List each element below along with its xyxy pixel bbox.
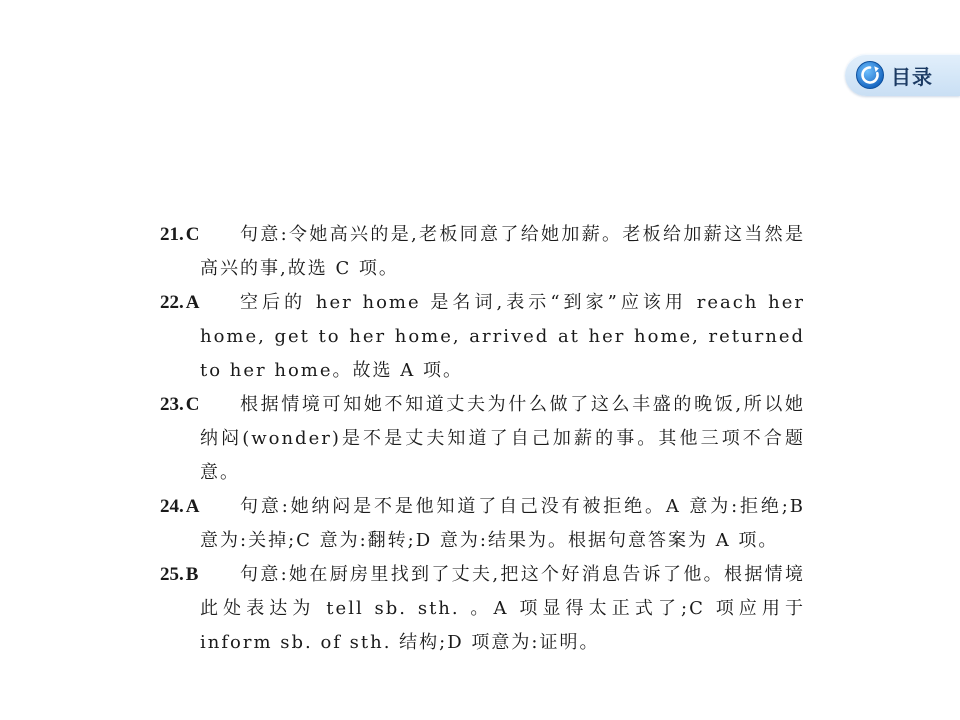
answer-explanation: 根据情境可知她不知道丈夫为什么做了这么丰盛的晚饭,所以她纳闷(wonder)是不是丈夫知道了自己加薪的事。其他三项不合题意。: [200, 394, 805, 483]
question-number: 23.: [160, 394, 184, 415]
answer-explanation: 空后的 her home 是名词,表示“到家”应该用 reach her home, get to her home, arrived at her home, returned to her home。故选 A 项。: [200, 292, 805, 381]
question-number: 21.: [160, 224, 184, 245]
answer-item: [160, 388, 805, 490]
answer-head: [160, 218, 199, 252]
question-number: 25.: [160, 564, 184, 585]
answer-letter: A: [185, 292, 200, 313]
answer-list: [160, 218, 805, 660]
answer-head: [160, 286, 199, 320]
answer-head: [160, 558, 198, 592]
answer-explanation: 句意:她在厨房里找到了丈夫,把这个好消息告诉了他。根据情境此处表达为 tell sb. sth. 。A 项显得太正式了;C 项应用于 inform sb. of sth. 结构;D 项意为:证明。: [200, 564, 805, 653]
toc-button[interactable]: [845, 54, 960, 96]
refresh-icon: [855, 60, 885, 90]
answer-explanation: 句意:令她高兴的是,老板同意了给她加薪。老板给加薪这当然是高兴的事,故选 C 项。: [200, 224, 805, 279]
answer-head: [160, 388, 199, 422]
question-number: 24.: [160, 496, 184, 517]
answer-letter: C: [185, 224, 200, 245]
answer-head: [160, 490, 199, 524]
answer-explanation: 句意:她纳闷是不是他知道了自己没有被拒绝。A 意为:拒绝;B 意为:关掉;C 意为:翻转;D 意为:结果为。根据句意答案为 A 项。: [200, 496, 805, 551]
answer-item: [160, 218, 805, 286]
answer-letter: C: [185, 394, 200, 415]
question-number: 22.: [160, 292, 184, 313]
answer-letter: A: [185, 496, 200, 517]
answer-item: [160, 558, 805, 660]
toc-label: 目录: [891, 64, 933, 89]
answer-letter: B: [185, 564, 199, 585]
answer-item: [160, 490, 805, 558]
answer-item: [160, 286, 805, 388]
